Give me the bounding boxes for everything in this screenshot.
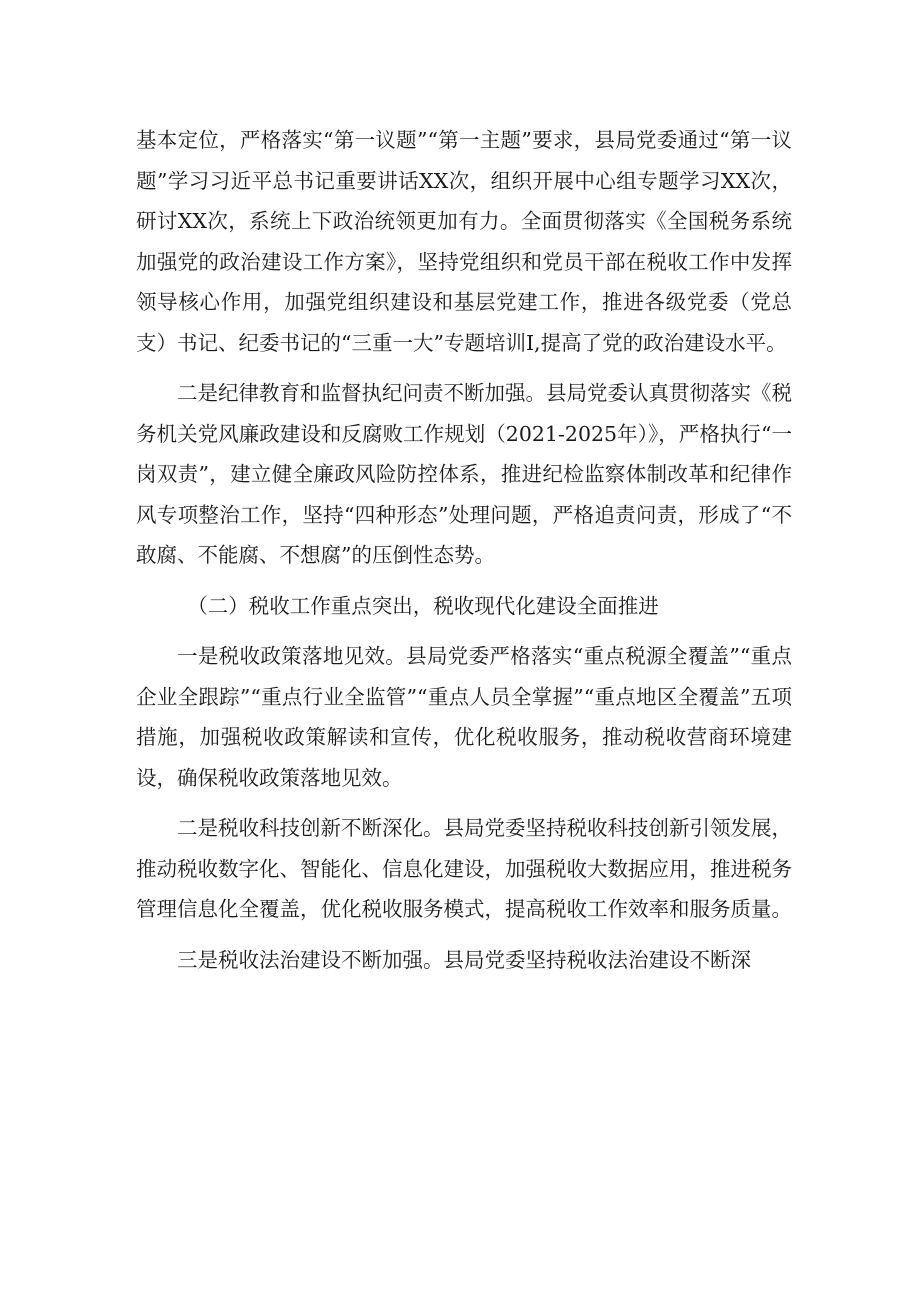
- paragraph-tax-rule-of-law: 三是税收法治建设不断加强。县局党委坚持税收法治建设不断深: [177, 947, 751, 972]
- section-heading-tax-work: （二）税收工作重点突出，税收现代化建设全面推进: [187, 593, 659, 618]
- paragraph-political-construction: 基本定位，严格落实“第一议题”“第一主题”要求，县局党委通过“第一议题”学习习近平总书记重要讲话XX次，组织开展中心组专题学习XX次，研讨XX次，系统上下政治统领更加有力。全面贯彻落实《全国税务系统加强党的政治建设工作方案》，坚持党组织和党员干部在税收工作中发挥领导核心作用，加强党组织建设和基层党建工作，推进各级党委（党总支）书记、纪委书记的“三重一大”专题培训Ⅰ,提高了党的政治建设水平。: [136, 128, 792, 355]
- paragraph-tax-technology: 二是税收科技创新不断深化。县局党委坚持税收科技创新引领发展，推动税收数字化、智能化、信息化建设，加强税收大数据应用，推进税务管理信息化全覆盖，优化税收服务模式，提高税收工作效率和服务质量。: [136, 816, 792, 921]
- document-body: [136, 120, 792, 990]
- paragraph-tax-policy: 一是税收政策落地见效。县局党委严格落实“重点税源全覆盖”“重点企业全跟踪”“重点行业全监管”“重点人员全掌握”“重点地区全覆盖”五项措施，加强税收政策解读和宣传，优化税收服务，推动税收营商环境建设，确保税收政策落地见效。: [136, 644, 792, 790]
- paragraph-discipline-education: 二是纪律教育和监督执纪问责不断加强。县局党委认真贯彻落实《税务机关党风廉政建设和反腐败工作规划（2021-2025年）》，严格执行“一岗双责”，建立健全廉政风险防控体系，推进纪检监察体制改革和纪律作风专项整治工作，坚持“四种形态”处理问题，严格追责问责，形成了“不敢腐、不能腐、不想腐”的压倒性态势。: [136, 381, 792, 567]
